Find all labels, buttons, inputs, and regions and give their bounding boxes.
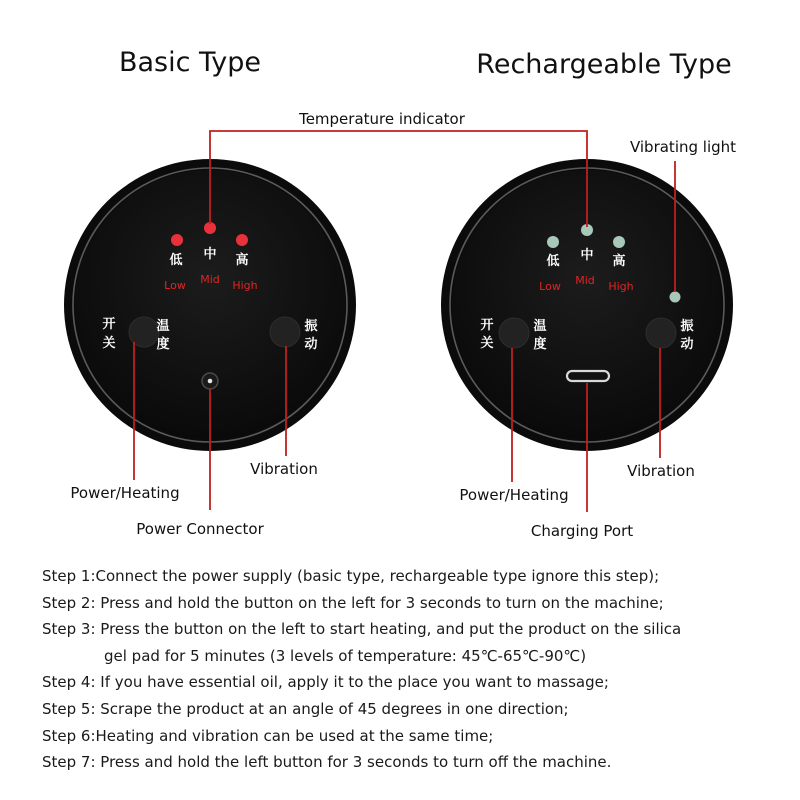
rechargeable-power-cn-1: 开 <box>480 318 494 333</box>
rechargeable-type-title: Rechargeable Type <box>476 49 732 80</box>
basic-power-heating-label: Power/Heating <box>70 484 180 502</box>
rechargeable-vib-cn-2: 动 <box>680 337 694 352</box>
basic-power-cn-2: 关 <box>102 336 116 351</box>
basic-low-en: Low <box>164 279 186 292</box>
rechargeable-low-indicator <box>547 236 559 248</box>
rechargeable-power-heating-label: Power/Heating <box>459 486 569 504</box>
rechargeable-vibration-label: Vibration <box>627 462 695 480</box>
step-1: Step 1:Connect the power supply (basic type, rechargeable type ignore this step); <box>42 567 660 585</box>
step-2: Step 2: Press and hold the button on the left for 3 seconds to turn on the machine; <box>42 593 664 612</box>
basic-temp-cn-1: 温 <box>156 319 170 334</box>
rechargeable-mid-cn: 中 <box>580 248 594 263</box>
power-connector-label: Power Connector <box>136 520 264 538</box>
step-5: Step 5: Scrape the product at an angle of 45 degrees in one direction; <box>42 699 569 718</box>
rechargeable-high-en: High <box>608 280 634 293</box>
rechargeable-mid-en: Mid <box>575 274 595 287</box>
basic-mid-en: Mid <box>200 273 220 286</box>
rechargeable-power-button[interactable] <box>499 318 529 348</box>
basic-high-indicator <box>236 234 248 246</box>
basic-power-cn-1: 开 <box>102 317 116 332</box>
charging-port-label: Charging Port <box>530 522 634 540</box>
rechargeable-temp-cn-2: 度 <box>533 337 547 352</box>
basic-vib-cn-2: 动 <box>304 337 318 352</box>
rechargeable-high-cn: 高 <box>612 254 626 269</box>
vibrating-light-label: Vibrating light <box>629 138 737 156</box>
step-3-continuation: gel pad for 5 minutes (3 levels of temperature: 45℃-65℃-90℃) <box>104 646 587 665</box>
rechargeable-temp-cn-1: 温 <box>533 319 547 334</box>
power-connector-pin <box>208 379 213 384</box>
charging-port-usb-c <box>567 371 609 381</box>
basic-vib-cn-1: 振 <box>304 319 318 334</box>
rechargeable-vibration-button[interactable] <box>646 318 676 348</box>
rechargeable-high-indicator <box>613 236 625 248</box>
rechargeable-vib-cn-1: 振 <box>680 319 694 334</box>
basic-mid-cn: 中 <box>203 247 217 262</box>
rechargeable-low-cn: 低 <box>546 254 560 269</box>
step-6: Step 6:Heating and vibration can be used at the same time; <box>42 726 494 745</box>
step-3: Step 3: Press the button on the left to start heating, and put the product on the silica <box>42 620 682 639</box>
basic-vibration-button[interactable] <box>270 317 300 347</box>
basic-low-cn: 低 <box>169 253 183 268</box>
rechargeable-power-cn-2: 关 <box>480 336 494 351</box>
basic-high-cn: 高 <box>235 253 249 268</box>
temperature-indicator-label: Temperature indicator <box>299 110 465 128</box>
basic-temp-cn-2: 度 <box>156 337 170 352</box>
basic-high-en: High <box>232 279 258 292</box>
step-7: Step 7: Press and hold the left button for 3 seconds to turn off the machine. <box>42 753 612 772</box>
basic-vibration-label: Vibration <box>250 460 318 478</box>
basic-type-title: Basic Type <box>118 47 262 78</box>
step-4: Step 4: If you have essential oil, apply it to the place you want to massage; <box>42 673 609 692</box>
vibrating-light-indicator <box>670 292 681 303</box>
basic-low-indicator <box>171 234 183 246</box>
rechargeable-low-en: Low <box>539 280 561 293</box>
instruction-steps <box>42 563 782 776</box>
